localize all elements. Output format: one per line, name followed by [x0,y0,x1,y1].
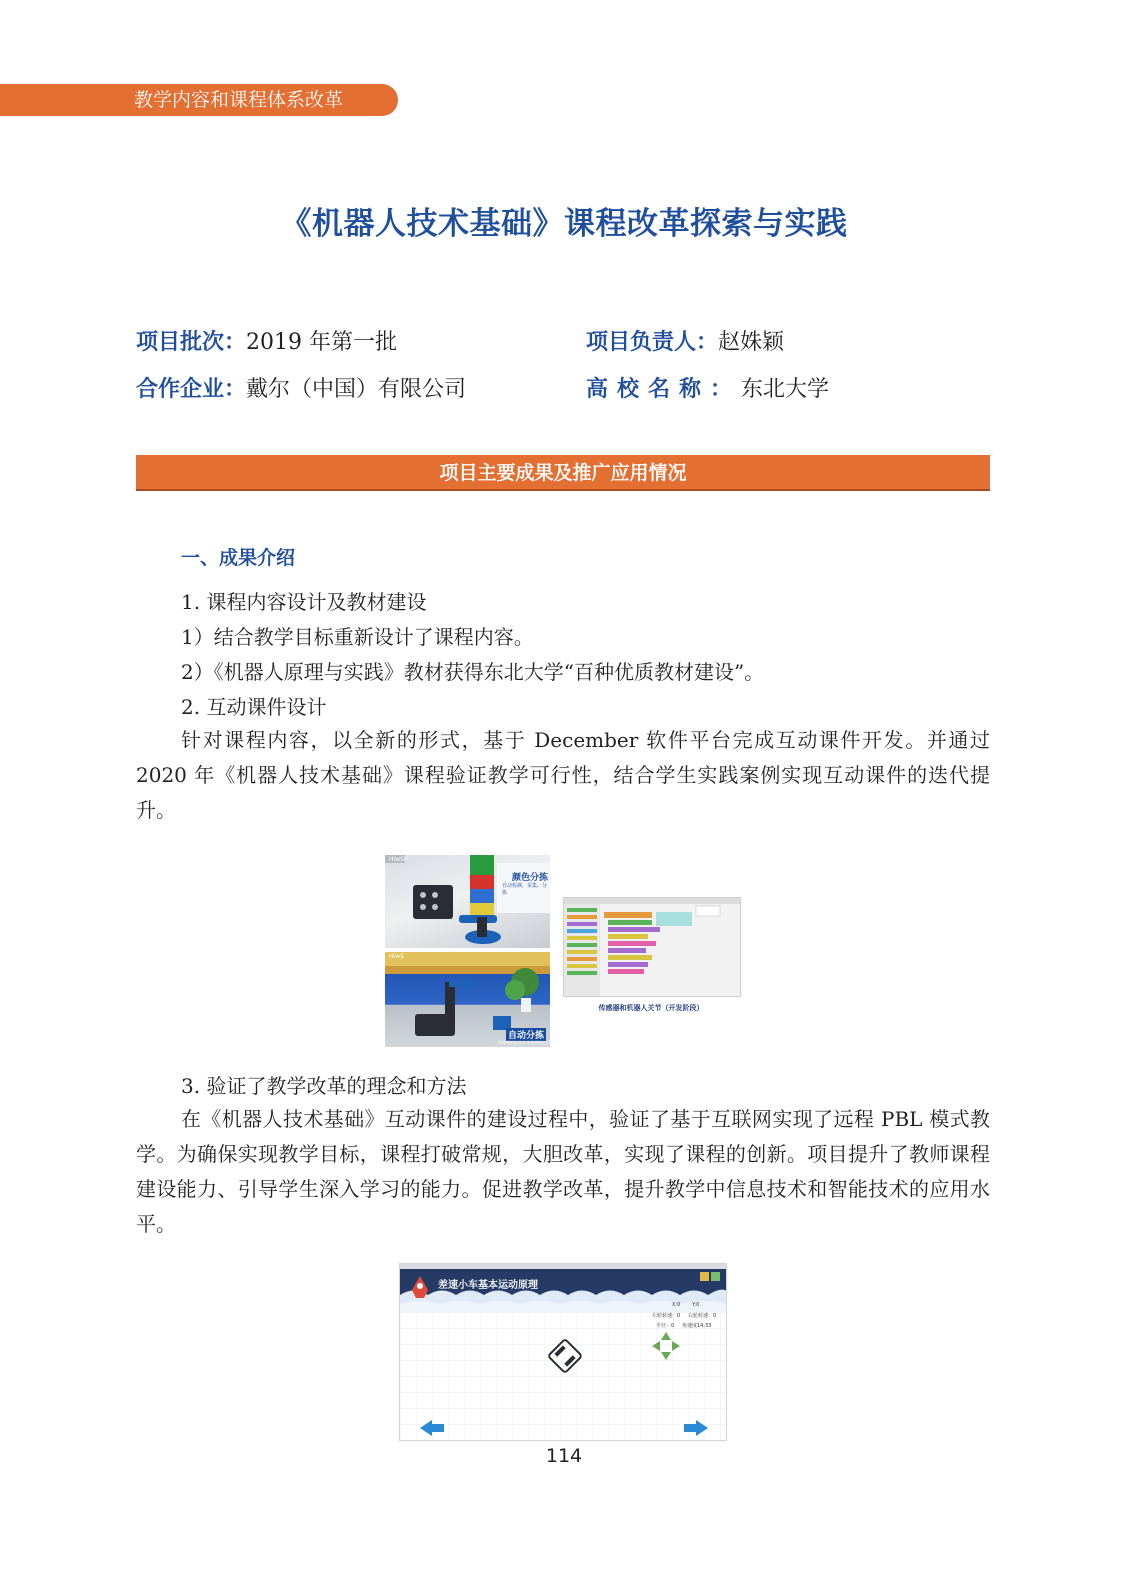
figure-2-title: 差速小车基本运动原理 [438,1280,538,1291]
meta-batch [136,325,397,356]
company-label: 合作企业： [136,377,247,402]
screenshot-differential-car [399,1263,727,1441]
section-bar: 项目主要成果及推广应用情况 [136,455,990,491]
heading-results-intro: 一、成果介绍 [181,547,296,569]
page-number: 114 [545,1445,583,1467]
meta-school [586,372,829,403]
left-wheel-speed: 左轮转速：0 [652,1313,681,1319]
photo-top-brand: HiwSP [389,856,408,863]
paragraph-3: 在《机器人技术基础》互动课件的建设过程中，验证了基于互联网实现了远程 PBL 模式教学。为确保实现教学目标，课程打破常规，大胆改革，实现了课程的创新。项目提升了教师课程建设能力、引导学生深入学习的能力。促进教学改革，提升教学中信息技术和智能技术的应用水平。 [136,1107,990,1236]
batch-value: 2019 年第一批 [246,330,397,355]
school-label: 高校名称： [586,377,742,402]
item-1-2: 2）《机器人原理与实践》教材获得东北大学“百种优质教材建设”。 [181,660,765,684]
item-1: 1. 课程内容设计及教材建设 [181,590,427,614]
photo-color-sorting [385,855,550,948]
figure-1-caption: 传感器和机器人关节（开发阶段） [598,1004,704,1012]
photo-bottom-sub: 机械臂抓取物体并放到指定区 [498,1040,550,1045]
item-3: 3. 验证了教学改革的理念和方法 [181,1074,467,1098]
meta-leader [586,325,784,356]
leader-value: 赵姝颖 [718,330,785,355]
photo-top-label: 颜色分拣 [512,873,549,883]
paragraph-2: 针对课程内容，以全新的形式，基于 December 软件平台完成互动课件开发。并通过 2020 年《机器人技术基础》课程验证教学可行性，结合学生实践案例实现互动课件的迭代提升。 [136,728,990,822]
item-2: 2. 互动课件设计 [181,695,327,719]
photo-auto-sorting [385,952,550,1047]
school-value: 东北大学 [741,377,830,402]
photo-bottom-label: 自动分拣 [506,1028,546,1041]
batch-label: 项目批次： [136,330,247,355]
screenshot-block-editor [563,897,741,997]
photo-top-sub: 自动检测、采集、分拣 [502,883,548,896]
right-wheel-speed: 右轮转速：0 [688,1313,717,1319]
robot-arm-photo-top [385,855,550,948]
meta-company [136,372,466,403]
readout-y: Y:0 [692,1302,700,1308]
company-value: 戴尔（中国）有限公司 [246,377,467,402]
leader-label: 项目负责人： [586,330,719,355]
radius-readout: 半径：0 [656,1323,675,1329]
page-title: 《机器人技术基础》课程改革探索与实践 [280,206,848,242]
photo-bottom-brand: HiwS [389,953,404,960]
item-1-1: 1）结合教学目标重新设计了课程内容。 [181,625,534,649]
angular-speed-readout: 角速度14.33 [682,1323,712,1329]
readout-x: X:0 [672,1302,681,1308]
block-editor-screenshot [564,898,741,997]
section-header-tab: 教学内容和课程体系改革 [0,84,398,116]
